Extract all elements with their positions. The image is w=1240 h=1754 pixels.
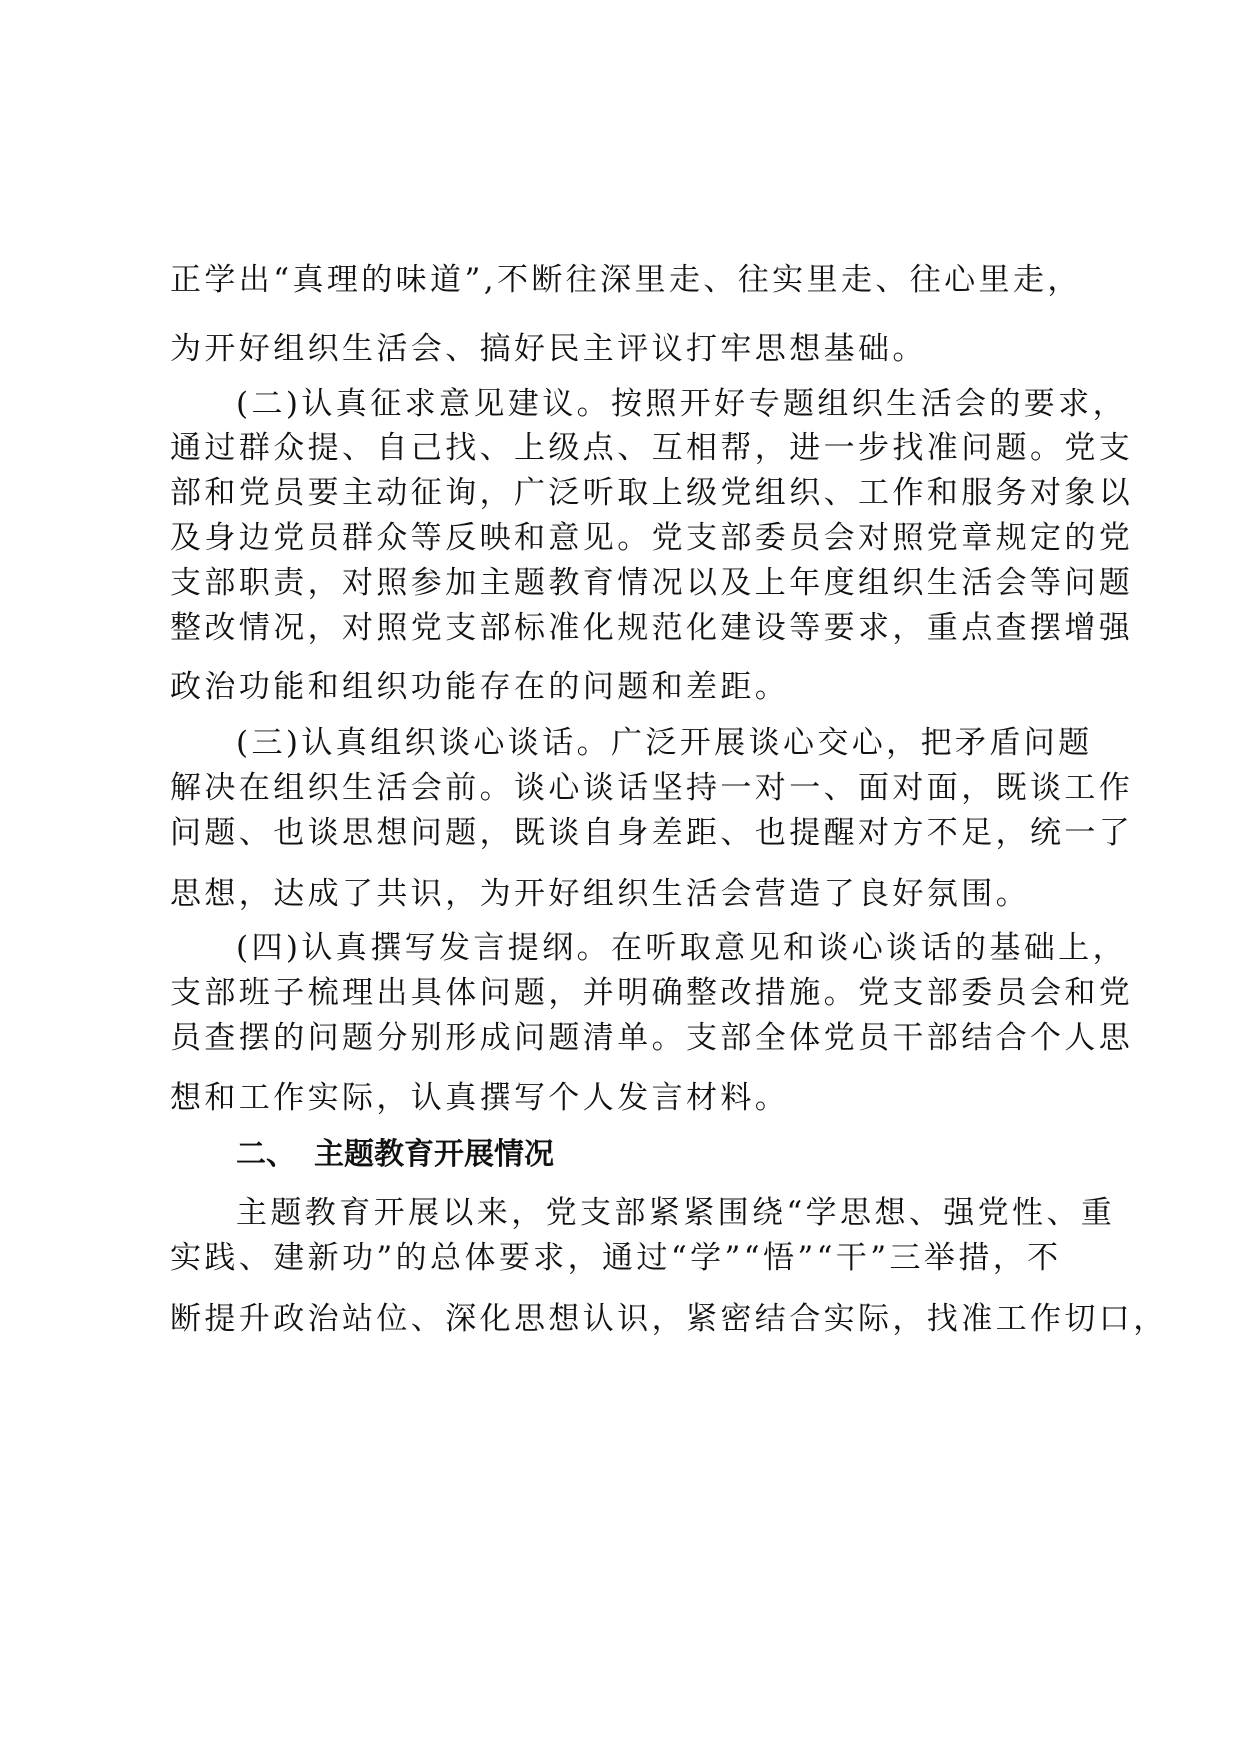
text-line: 及身边党员群众等反映和意见。党支部委员会对照党章规定的党 — [170, 520, 1134, 556]
text-line: 部和党员要主动征询，广泛听取上级党组织、工作和服务对象以 — [170, 475, 1134, 511]
text-line: 支部班子梳理出具体问题，并明确整改措施。党支部委员会和党 — [170, 975, 1134, 1011]
text-line: 思想，达成了共识，为开好组织生活会营造了良好氛围。 — [170, 876, 1030, 912]
text-line: 支部职责，对照参加主题教育情况以及上年度组织生活会等问题 — [170, 565, 1134, 601]
section-title: 主题教育开展情况 — [314, 1137, 554, 1172]
text-line: 正学出“真理的味道”,不断往深里走、往实里走、往心里走， — [170, 262, 1082, 298]
text-line: 断提升政治站位、深化思想认识，紧密结合实际，找准工作切口， — [170, 1301, 1168, 1337]
text-line: 想和工作实际，认真撰写个人发言材料。 — [170, 1080, 790, 1116]
paragraph-start-line: (四)认真撰写发言提纲。在听取意见和谈心谈话的基础上， — [236, 930, 1127, 966]
paragraph-start-line: (三)认真组织谈心谈话。广泛开展谈心交心，把矛盾问题 — [236, 725, 1093, 761]
text-line: 员查摆的问题分别形成问题清单。支部全体党员干部结合个人思 — [170, 1020, 1134, 1056]
section-number: 二、 — [236, 1137, 296, 1172]
paragraph-start-line: 主题教育开展以来，党支部紧紧围绕“学思想、强党性、重 — [236, 1195, 1116, 1231]
section-heading — [236, 1133, 554, 1177]
paragraph-start-line: (二)认真征求意见建议。按照开好专题组织生活会的要求， — [236, 386, 1127, 422]
text-line: 通过群众提、自己找、上级点、互相帮，进一步找准问题。党支 — [170, 430, 1134, 466]
text-line: 整改情况，对照党支部标准化规范化建设等要求，重点查摆增强 — [170, 610, 1134, 646]
text-line: 解决在组织生活会前。谈心谈话坚持一对一、面对面，既谈工作 — [170, 770, 1134, 806]
text-line: 问题、也谈思想问题，既谈自身差距、也提醒对方不足，统一了 — [170, 815, 1134, 851]
text-line: 实践、建新功”的总体要求，通过“学”“悟”“干”三举措，不 — [170, 1240, 1062, 1276]
text-line: 政治功能和组织功能存在的问题和差距。 — [170, 669, 790, 705]
text-line: 为开好组织生活会、搞好民主评议打牢思想基础。 — [170, 331, 927, 367]
